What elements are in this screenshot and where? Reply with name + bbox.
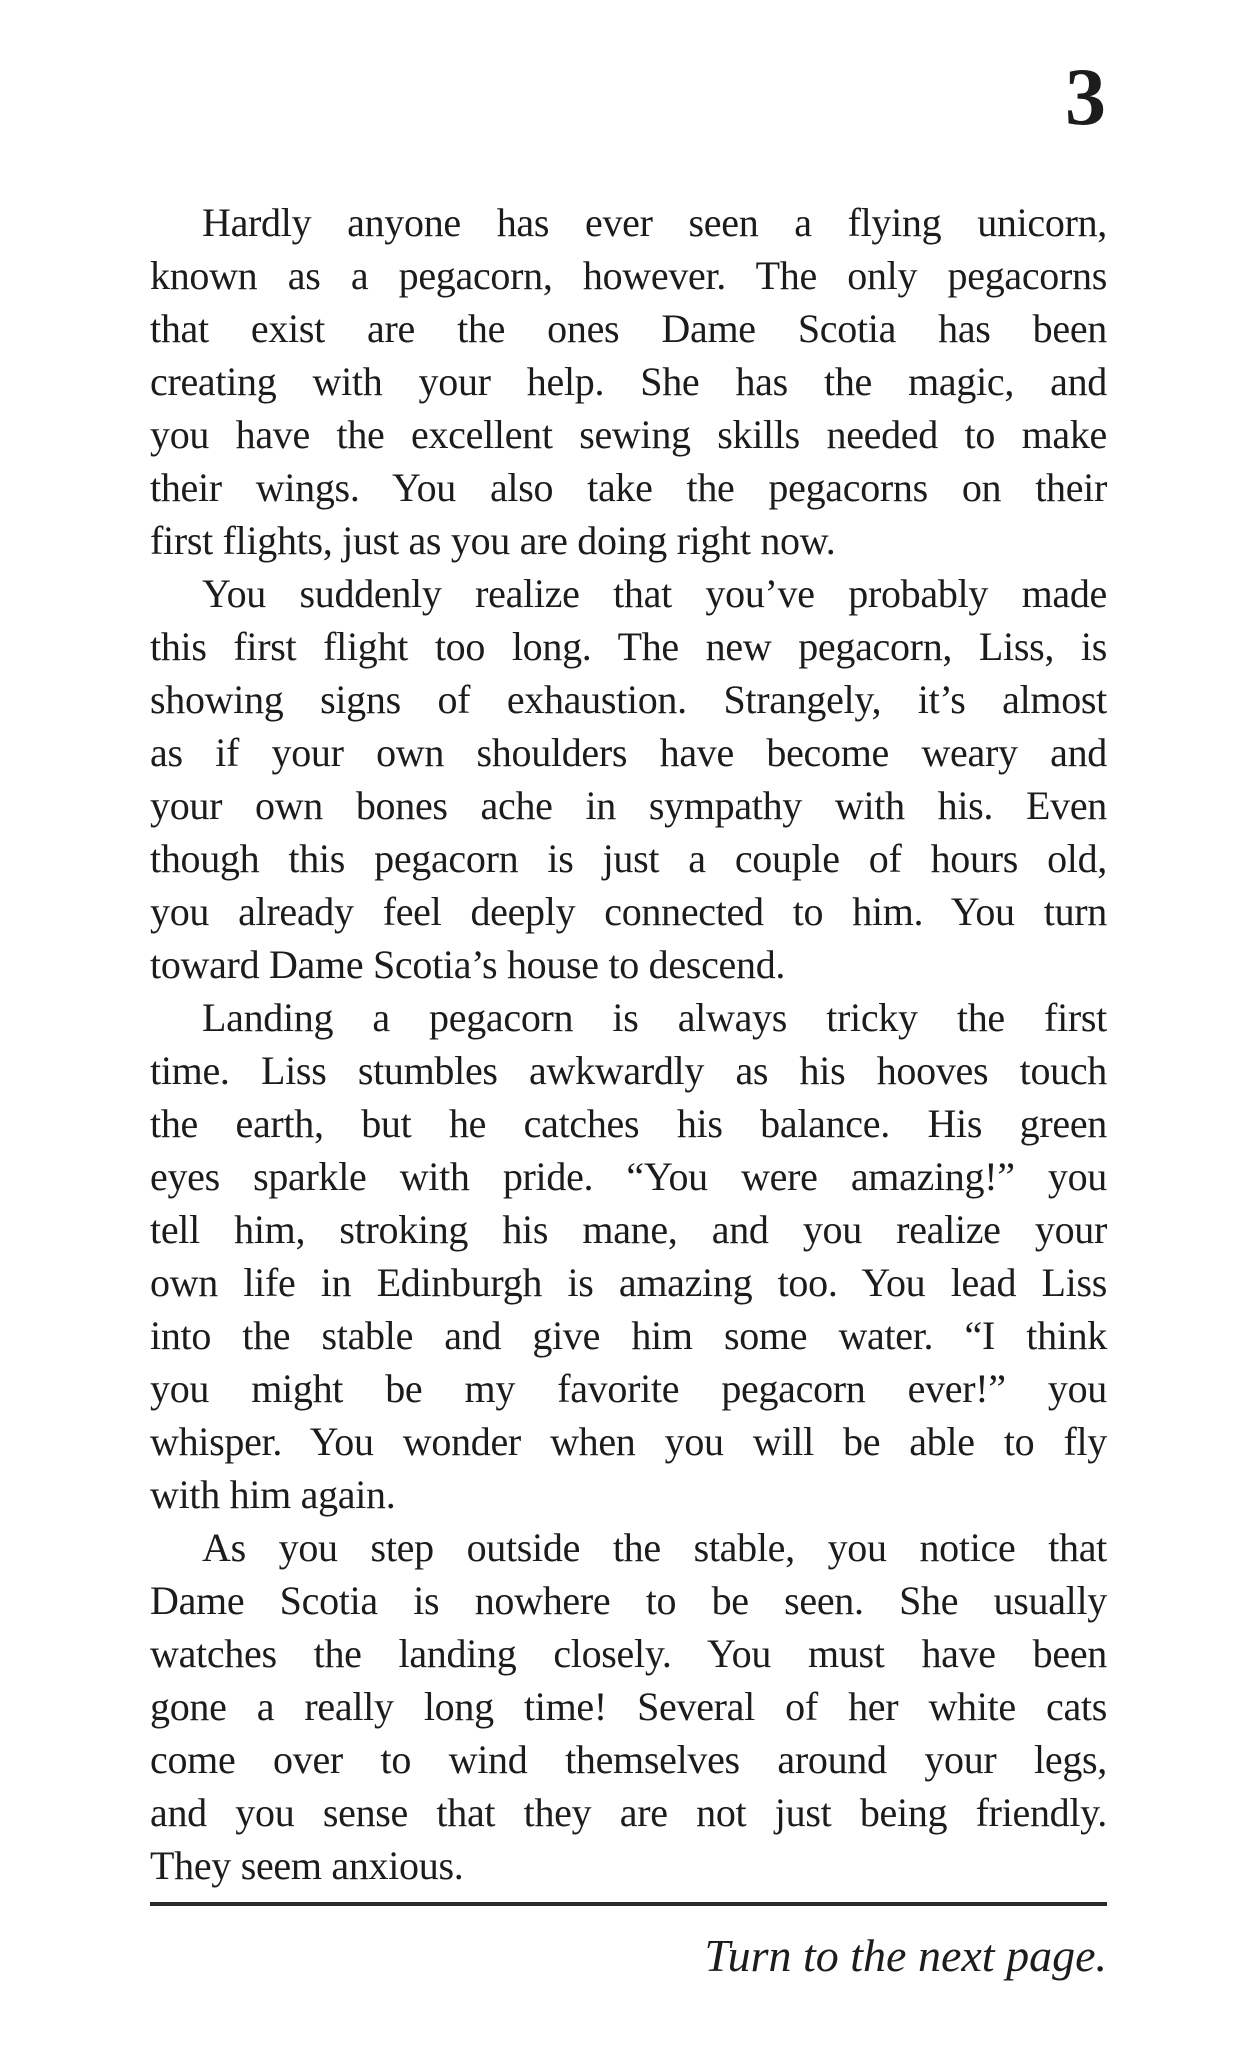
body-line: showing signs of exhaustion. Strangely, it’s almost	[150, 677, 1107, 722]
body-line: and you sense that they are not just being friendly.	[150, 1790, 1107, 1835]
body-line: known as a pegacorn, however. The only pegacorns	[150, 253, 1107, 298]
body-line: the earth, but he catches his balance. His green	[150, 1101, 1107, 1146]
body-line: As you step outside the stable, you notice that	[202, 1525, 1107, 1570]
body-line: time. Liss stumbles awkwardly as his hooves touch	[150, 1048, 1107, 1093]
body-line: You suddenly realize that you’ve probably made	[202, 571, 1107, 616]
body-line: your own bones ache in sympathy with his. Even	[150, 783, 1107, 828]
body-line: creating with your help. She has the magic, and	[150, 359, 1107, 404]
body-line: you have the excellent sewing skills needed to make	[150, 412, 1107, 457]
body-line: watches the landing closely. You must have been	[150, 1631, 1107, 1676]
body-line: Hardly anyone has ever seen a flying unicorn,	[202, 200, 1107, 245]
body-line: you already feel deeply connected to him. You turn	[150, 889, 1107, 934]
body-paragraph	[150, 991, 1107, 1521]
body-line: They seem anxious.	[150, 1843, 464, 1888]
body-paragraph	[150, 1521, 1107, 1892]
body-paragraph	[150, 567, 1107, 991]
body-text	[150, 196, 1107, 1984]
body-line: Dame Scotia is nowhere to be seen. She usually	[150, 1578, 1107, 1623]
body-line: that exist are the ones Dame Scotia has been	[150, 306, 1107, 351]
body-line: you might be my favorite pegacorn ever!” you	[150, 1366, 1107, 1411]
body-line: tell him, stroking his mane, and you realize your	[150, 1207, 1107, 1252]
body-line: own life in Edinburgh is amazing too. You lead Liss	[150, 1260, 1107, 1305]
body-line: into the stable and give him some water. “I think	[150, 1313, 1107, 1358]
body-paragraph	[150, 196, 1107, 567]
body-line: as if your own shoulders have become weary and	[150, 730, 1107, 775]
body-line: eyes sparkle with pride. “You were amazing!” you	[150, 1154, 1107, 1199]
page-number: 3	[1065, 51, 1106, 142]
body-line: with him again.	[150, 1472, 396, 1517]
body-line: this first flight too long. The new pegacorn, Liss, is	[150, 624, 1107, 669]
footer-instruction: Turn to the next page.	[704, 1930, 1107, 1981]
body-line: first flights, just as you are doing right now.	[150, 518, 836, 563]
body-line: whisper. You wonder when you will be able to fly	[150, 1419, 1107, 1464]
body-line: their wings. You also take the pegacorns on their	[150, 465, 1107, 510]
body-line: though this pegacorn is just a couple of hours old,	[150, 836, 1107, 881]
body-line: gone a really long time! Several of her white cats	[150, 1684, 1107, 1729]
separator-rule	[150, 1902, 1107, 1906]
body-line: toward Dame Scotia’s house to descend.	[150, 942, 786, 987]
body-line: come over to wind themselves around your legs,	[150, 1737, 1107, 1782]
body-line: Landing a pegacorn is always tricky the first	[202, 995, 1107, 1040]
